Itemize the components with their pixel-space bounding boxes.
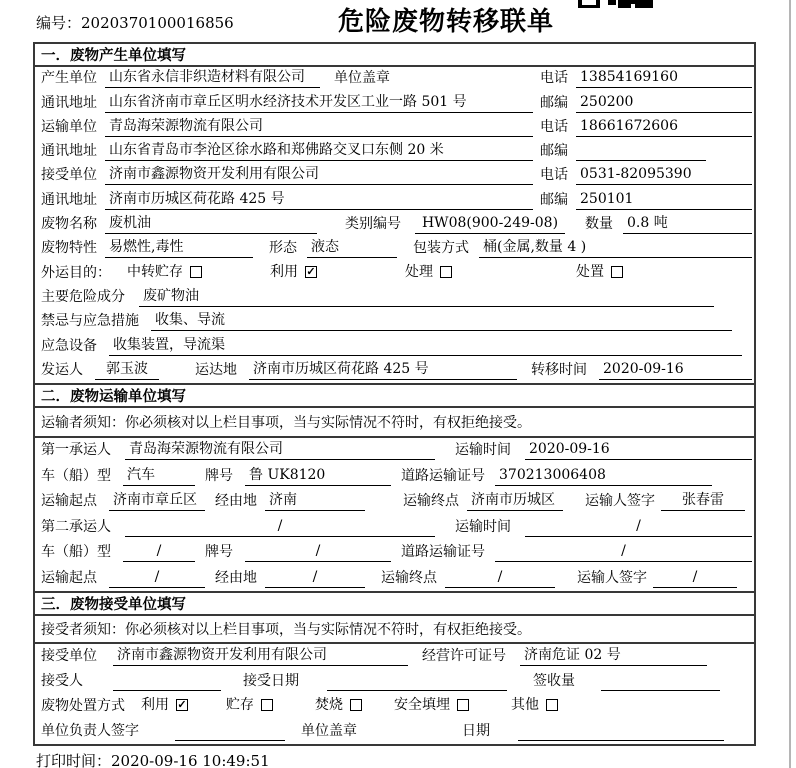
route-via1-label: 经由地	[215, 493, 257, 510]
row-producer-unit	[35, 67, 754, 91]
plate1-value: 鲁 UK8120	[245, 466, 391, 486]
carrier-sign1-label: 运输人签字	[585, 493, 655, 510]
section2-title: 二．废物运输单位填写	[35, 383, 754, 408]
packing-label: 包装方式	[413, 240, 469, 257]
shipper-value: 郭玉波	[95, 360, 159, 380]
acceptor-label: 接受人	[41, 672, 83, 689]
purpose-option-storage	[127, 263, 202, 283]
checkbox-treat	[440, 266, 452, 278]
route-end2-value: /	[445, 568, 555, 588]
row-waste-character	[35, 237, 754, 261]
route-via1-value: 济南	[265, 491, 365, 511]
serial-number: 编号：2020370100016856	[36, 14, 234, 32]
destination-label: 运达地	[195, 361, 237, 378]
accept-date2-label: 日期	[462, 722, 490, 739]
print-time: 打印时间：2020-09-16 10:49:51	[36, 752, 270, 768]
vehicle-type1-label: 车（船）型	[41, 467, 111, 484]
row-receiver-unit	[35, 164, 754, 188]
receipt-quantity-label: 签收量	[533, 672, 575, 689]
route-start2-value: /	[109, 568, 205, 588]
route-start1-label: 运输起点	[41, 493, 97, 510]
purpose-option-treat	[405, 263, 452, 283]
row-route2	[35, 565, 754, 591]
road-license1-value: 370213006408	[495, 466, 712, 486]
accept-date-label: 接受日期	[243, 672, 299, 689]
accept-unit-value: 济南市鑫源物资开发利用有限公司	[113, 646, 408, 666]
receipt-quantity-value	[601, 672, 720, 691]
transporter-phone-label: 电话	[540, 118, 568, 135]
permit-number-value: 济南危证 02 号	[520, 646, 707, 666]
quantity-label: 数量	[585, 216, 613, 233]
route-start2-label: 运输起点	[41, 569, 97, 586]
transport-time2-label: 运输时间	[455, 518, 511, 535]
road-license1-label: 道路运输证号	[401, 467, 485, 484]
receiver-address-label: 通讯地址	[41, 191, 97, 208]
carrier-sign2-label: 运输人签字	[577, 569, 647, 586]
purpose-treat-label: 处理	[405, 263, 433, 280]
permit-number-label: 经营许可证号	[422, 647, 506, 664]
transporter-address-label: 通讯地址	[41, 143, 97, 160]
disposal-option-utilize	[141, 696, 188, 716]
transfer-purpose-label: 外运目的：	[41, 264, 111, 281]
receiver-zip-value: 250101	[576, 190, 752, 210]
row-waste-name	[35, 213, 754, 237]
row-acceptor	[35, 669, 754, 694]
vehicle-type2-label: 车（船）型	[41, 544, 111, 561]
carrier-sign2-value: /	[653, 568, 737, 588]
producer-address-value: 山东省济南市章丘区明水经济技术开发区工业一路 501 号	[105, 93, 533, 113]
row-vehicle2	[35, 540, 754, 566]
transporter-unit-label: 运输单位	[41, 118, 97, 135]
responsible-signature-value	[175, 722, 285, 741]
waste-character-label: 废物特性	[41, 240, 97, 257]
producer-zip-value: 250200	[576, 93, 752, 113]
row-shipper	[35, 359, 754, 383]
transporter-address-value: 山东省青岛市李沧区徐水路和郑佛路交叉口东侧 20 米	[105, 141, 533, 161]
disposal-landfill-label: 安全填埋	[394, 696, 450, 713]
disposal-option-incinerate	[315, 696, 362, 716]
receiver-phone-value: 0531-82095390	[576, 165, 752, 185]
checkbox-storage	[190, 266, 202, 278]
accept-unit-label: 接受单位	[41, 647, 97, 664]
producer-zip-label: 邮编	[540, 94, 568, 111]
receiver-unit-label: 接受单位	[41, 167, 97, 184]
section3-note: 接受者须知：你必须核对以上栏目事项，当与实际情况不符时，有权拒绝接受。	[35, 616, 754, 644]
route-end2-label: 运输终点	[381, 569, 437, 586]
receiver-unit-value: 济南市鑫源物资开发利用有限公司	[105, 165, 533, 185]
disposal-incinerate-label: 焚烧	[315, 696, 343, 713]
unit-seal-label: 单位盖章	[334, 70, 390, 87]
row-vehicle1	[35, 463, 754, 489]
section3-title: 三．废物接受单位填写	[35, 591, 754, 616]
section2-body	[35, 438, 754, 591]
section2-note: 运输者须知：你必须核对以上栏目事项，当与实际情况不符时，有权拒绝接受。	[35, 408, 754, 438]
category-code-value: HW08(900-249-08)	[415, 214, 565, 234]
accept-date-value	[327, 672, 507, 691]
checkbox-disposal-other	[546, 699, 558, 711]
road-license2-label: 道路运输证号	[401, 544, 485, 561]
waste-name-value: 废机油	[105, 214, 317, 234]
emergency-equipment-label: 应急设备	[41, 337, 97, 354]
purpose-dispose-label: 处置	[576, 263, 604, 280]
shipper-label: 发运人	[41, 361, 83, 378]
receiver-zip-label: 邮编	[540, 191, 568, 208]
row-transfer-purpose	[35, 261, 754, 285]
producer-phone-label: 电话	[540, 70, 568, 87]
route-end1-value: 济南市历城区	[467, 491, 563, 511]
producer-unit-value: 山东省永信非织造材料有限公司	[105, 68, 320, 88]
transporter-unit-value: 青岛海荣源物流有限公司	[105, 117, 533, 137]
road-license2-value: /	[495, 542, 752, 562]
category-code-label: 类别编号	[345, 216, 401, 233]
checkbox-disposal-landfill	[457, 699, 469, 711]
receiver-phone-label: 电话	[540, 167, 568, 184]
plate2-label: 牌号	[205, 544, 233, 561]
second-carrier-value: /	[125, 517, 435, 537]
destination-value: 济南市历城区荷花路 425 号	[249, 360, 517, 380]
row-responsible-signature	[35, 719, 754, 744]
vehicle-type1-value: 汽车	[123, 466, 195, 486]
transporter-phone-value: 18661672606	[576, 117, 752, 137]
purpose-storage-label: 中转贮存	[127, 263, 183, 280]
transporter-zip-label: 邮编	[540, 143, 568, 160]
waste-character-value: 易燃性,毒性	[105, 238, 253, 258]
producer-address-label: 通讯地址	[41, 94, 97, 111]
row-transporter-address	[35, 140, 754, 164]
disposal-store-label: 贮存	[226, 696, 254, 713]
checkbox-disposal-incinerate	[350, 699, 362, 711]
quantity-value: 0.8 吨	[623, 214, 752, 234]
qr-code-icon	[578, 0, 653, 8]
transfer-time-value: 2020-09-16	[599, 360, 752, 380]
waste-name-label: 废物名称	[41, 216, 97, 233]
row-producer-address	[35, 91, 754, 115]
plate2-value: /	[245, 542, 391, 562]
taboo-measures-value: 收集、导流	[151, 311, 732, 331]
disposal-utilize-label: 利用	[141, 696, 169, 713]
waste-form-value: 液态	[307, 238, 397, 258]
packing-value: 桶(金属,数量 4 )	[479, 238, 752, 258]
disposal-option-landfill	[394, 696, 469, 716]
checkbox-dispose	[611, 266, 623, 278]
purpose-option-dispose	[576, 263, 623, 283]
row-receiver-address	[35, 188, 754, 212]
hazard-component-label: 主要危险成分	[41, 288, 125, 305]
purpose-option-utilize	[270, 263, 317, 283]
checkbox-utilize: ✓	[306, 265, 316, 279]
waste-form-label: 形态	[269, 240, 297, 257]
section3-body	[35, 644, 754, 744]
transport-time1-value: 2020-09-16	[525, 440, 752, 460]
plate1-label: 牌号	[205, 467, 233, 484]
route-start1-value: 济南市章丘区	[109, 491, 205, 511]
producer-unit-label: 产生单位	[41, 70, 97, 87]
transfer-time-label: 转移时间	[531, 361, 587, 378]
checkbox-disposal-utilize: ✓	[177, 698, 187, 712]
row-second-carrier	[35, 514, 754, 540]
receiver-address-value: 济南市历城区荷花路 425 号	[105, 190, 533, 210]
row-disposal-method	[35, 694, 754, 719]
transfer-form-table	[33, 42, 756, 746]
responsible-signature-label: 单位负责人签字	[41, 722, 139, 739]
acceptor-value	[113, 672, 221, 691]
disposal-option-other	[511, 696, 558, 716]
disposal-option-store	[226, 696, 273, 716]
first-carrier-label: 第一承运人	[41, 442, 111, 459]
purpose-utilize-label: 利用	[270, 263, 298, 280]
transporter-zip-value	[576, 142, 706, 161]
row-first-carrier	[35, 438, 754, 464]
route-end1-label: 运输终点	[403, 493, 459, 510]
page-edge-divider	[789, 0, 791, 768]
disposal-method-label: 废物处置方式	[41, 697, 125, 714]
emergency-equipment-value: 收集装置，导流渠	[109, 336, 742, 356]
route-via2-value: /	[265, 568, 365, 588]
section1-title: 一．废物产生单位填写	[35, 44, 754, 67]
checkbox-disposal-store	[261, 699, 273, 711]
first-carrier-value: 青岛海荣源物流有限公司	[125, 440, 435, 460]
row-transporter-unit	[35, 116, 754, 140]
page-title: 危险废物转移联单	[337, 7, 554, 37]
row-taboo-measures	[35, 310, 754, 334]
disposal-other-label: 其他	[511, 696, 539, 713]
second-carrier-label: 第二承运人	[41, 518, 111, 535]
hazard-component-value: 废矿物油	[139, 287, 714, 307]
row-hazard-component	[35, 286, 754, 310]
accept-date2-value	[518, 722, 724, 741]
row-accept-unit	[35, 644, 754, 669]
vehicle-type2-value: /	[123, 542, 195, 562]
row-route1	[35, 489, 754, 515]
route-via2-label: 经由地	[215, 569, 257, 586]
transport-time1-label: 运输时间	[455, 442, 511, 459]
producer-phone-value: 13854169160	[576, 68, 752, 88]
taboo-measures-label: 禁忌与应急措施	[41, 313, 139, 330]
row-emergency-equipment	[35, 334, 754, 358]
accept-unit-seal-label: 单位盖章	[301, 722, 357, 739]
carrier-sign1-value: 张春雷	[661, 491, 745, 511]
transport-time2-value: /	[525, 517, 752, 537]
section1-body	[35, 67, 754, 383]
